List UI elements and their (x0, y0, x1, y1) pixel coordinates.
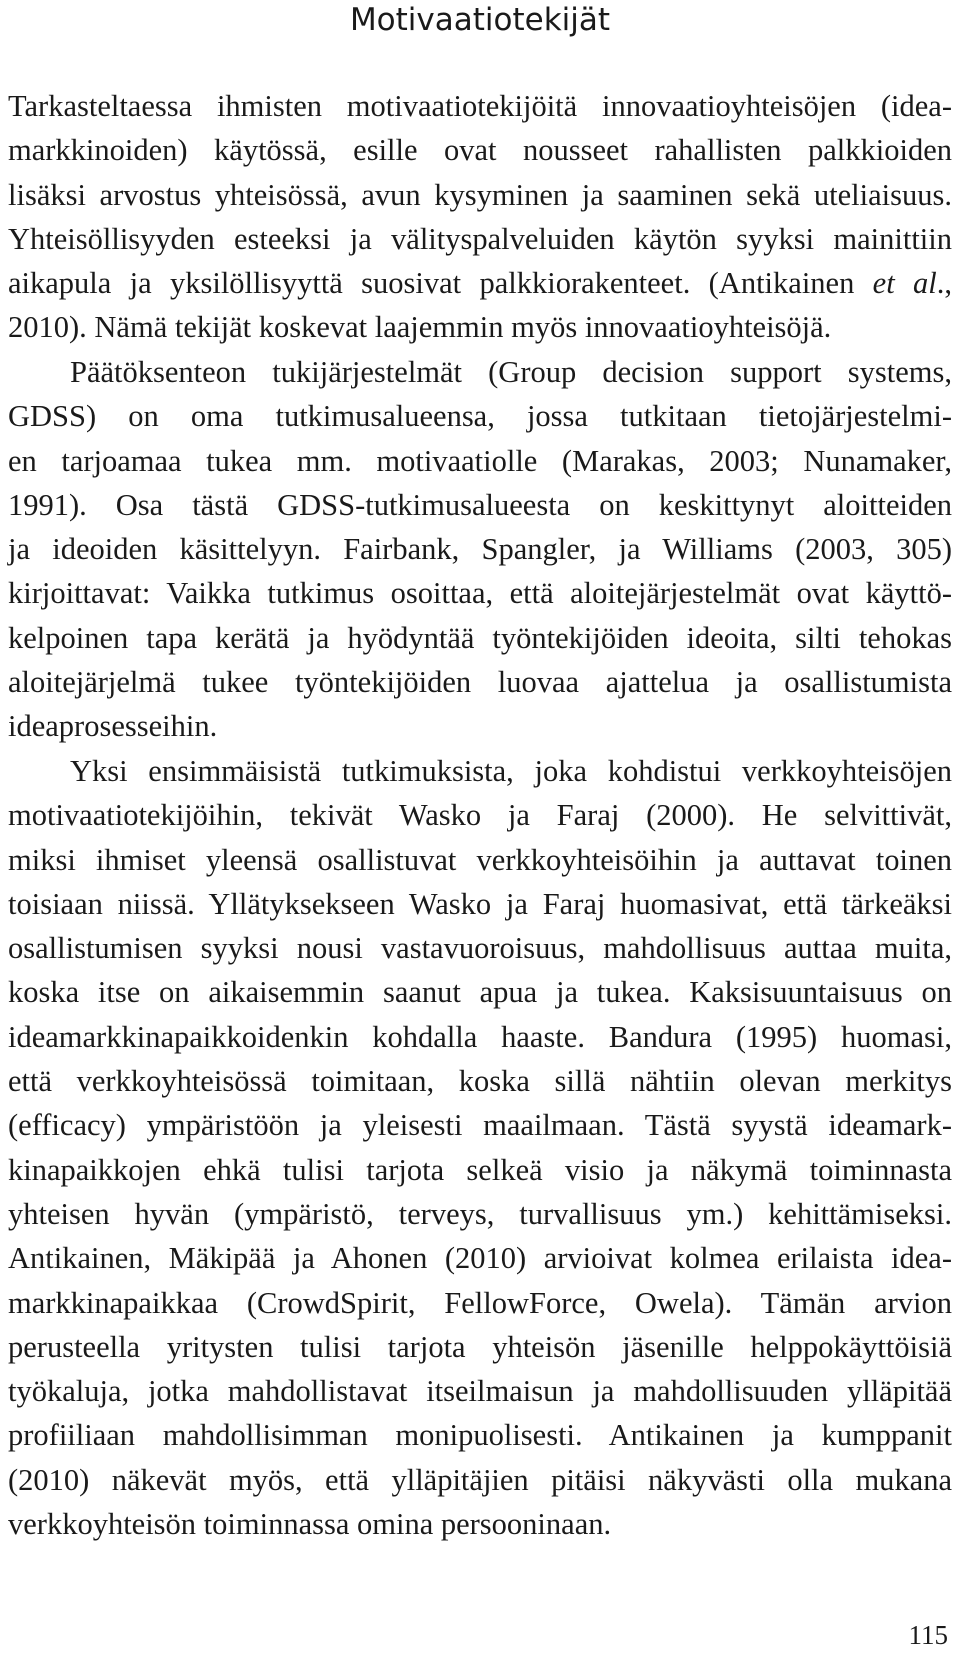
text-line: GDSS) on oma tutkimusalueensa, jossa tutkitaan tietojärjestelmi- (8, 399, 952, 434)
text-line: lisäksi arvostus yhteisössä, avun kysyminen ja saaminen sekä uteliaisuus. (8, 177, 952, 212)
text-line: ideamarkkinapaikkoidenkin kohdalla haaste. Bandura (1995) huomasi, (8, 1019, 952, 1054)
text-line: markkinapaikkaa (CrowdSpirit, FellowForce, Owela). Tämän arvion (8, 1285, 952, 1320)
text-line: aikapula ja yksilöllisyyttä suosivat palkkiorakenteet. (Antikainen et al., (8, 266, 952, 301)
text-line: perusteella yritysten tulisi tarjota yhteisön jäsenille helppokäyttöisiä (8, 1329, 952, 1364)
text-line: Antikainen, Mäkipää ja Ahonen (2010) arvioivat kolmea erilaista idea- (8, 1241, 952, 1276)
paragraph-2 (8, 350, 952, 749)
paragraph-1 (8, 84, 952, 350)
text-line: motivaatiotekijöihin, tekivät Wasko ja Faraj (2000). He selvittivät, (8, 798, 952, 833)
text-line: että verkkoyhteisössä toimitaan, koska sillä nähtiin olevan merkitys (8, 1064, 952, 1099)
text-line: kirjoittavat: Vaikka tutkimus osoittaa, että aloitejärjestelmät ovat käyttö- (8, 576, 952, 611)
text-line: koska itse on aikaisemmin saanut apua ja tukea. Kaksisuuntaisuus on (8, 975, 952, 1010)
text-line: Tarkasteltaessa ihmisten motivaatiotekijöitä innovaatioyhteisöjen (idea- (8, 89, 952, 123)
text-line: työkaluja, jotka mahdollistavat itseilmaisun ja mahdollisuuden ylläpitää (8, 1374, 952, 1409)
text-line: (2010) näkevät myös, että ylläpitäjien pitäisi näkyvästi olla mukana (8, 1462, 952, 1497)
text-line: aloitejärjelmä tukee työntekijöiden luovaa ajattelua ja osallistumista (8, 665, 952, 700)
text-line: Yhteisöllisyyden esteeksi ja välityspalveluiden käytön syyksi mainittiin (8, 221, 952, 256)
text-line: osallistumisen syyksi nousi vastavuoroisuus, mahdollisuus auttaa muita, (8, 931, 952, 966)
text-line: kelpoinen tapa kerätä ja hyödyntää työntekijöiden ideoita, silti tehokas (8, 620, 952, 655)
text-line: 2010). Nämä tekijät koskevat laajemmin myös innovaatioyhteisöjä. (8, 310, 832, 345)
page-title: Motivaatiotekijät (349, 2, 611, 38)
text-line: miksi ihmiset yleensä osallistuvat verkkoyhteisöihin ja auttavat toinen (8, 842, 952, 877)
page-number: 115 (908, 1620, 948, 1650)
text-line: ja ideoiden käsittelyyn. Fairbank, Spangler, ja Williams (2003, 305) (8, 532, 952, 567)
text-line: ideaprosesseihin. (8, 709, 218, 744)
text-line: profiiliaan mahdollisimman monipuolisesti. Antikainen ja kumppanit (8, 1418, 952, 1453)
text-line: (efficacy) ympäristöön ja yleisesti maailmaan. Tästä syystä ideamark- (8, 1108, 952, 1143)
text-line: Yksi ensimmäisistä tutkimuksista, joka kohdistui verkkoyhteisöjen (70, 754, 952, 788)
paragraph-3 (8, 749, 952, 1546)
text-line: markkinoiden) käytössä, esille ovat nousseet rahallisten palkkioiden (8, 133, 952, 168)
text-line: kinapaikkojen ehkä tulisi tarjota selkeä visio ja näkymä toiminnasta (8, 1152, 952, 1187)
text-line: toisiaan niissä. Yllätyksekseen Wasko ja Faraj huomasivat, että tärkeäksi (8, 886, 952, 921)
text-line: yhteisen hyvän (ympäristö, terveys, turvallisuus ym.) kehittämiseksi. (8, 1196, 952, 1231)
text-line: 1991). Osa tästä GDSS-tutkimusalueesta on keskittynyt aloitteiden (8, 487, 952, 522)
text-line: en tarjoamaa tukea mm. motivaatiolle (Marakas, 2003; Nunamaker, (8, 443, 952, 478)
text-line: Päätöksenteon tukijärjestelmät (Group decision support systems, (70, 355, 952, 389)
text-line: verkkoyhteisön toiminnassa omina persooninaan. (8, 1507, 612, 1542)
